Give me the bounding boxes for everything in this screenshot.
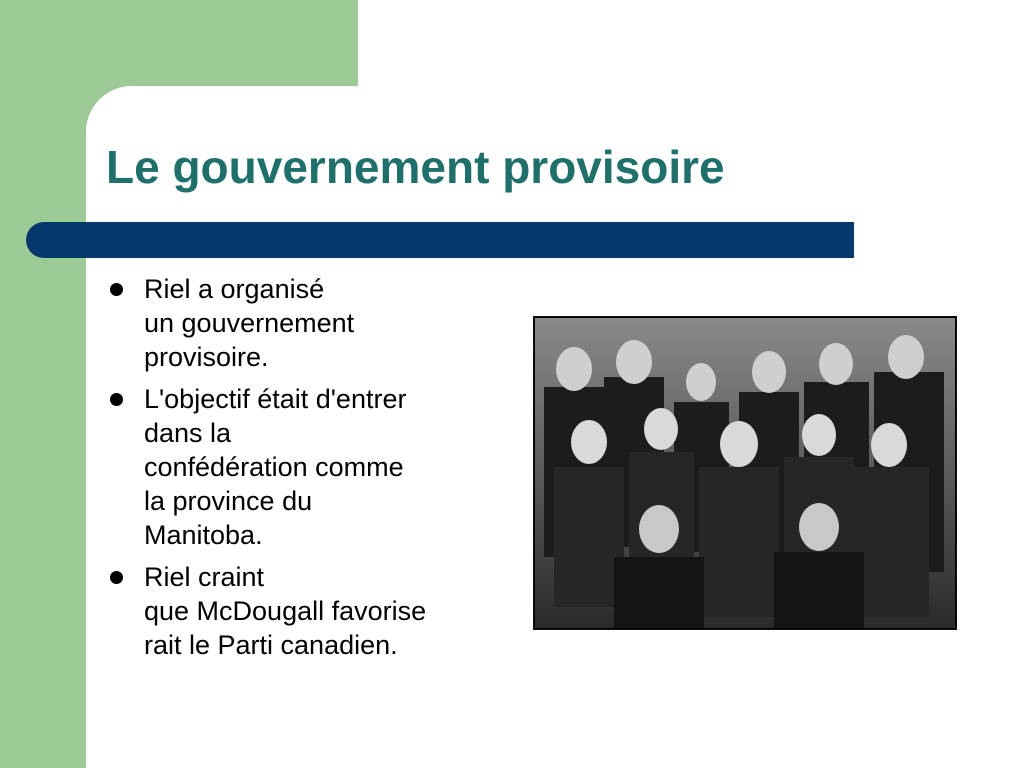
bullet-item [106,560,516,662]
title-underline-bar [26,222,854,258]
bullet-dot-icon [110,283,123,296]
photo-illustration [534,317,956,629]
bullet-list [106,272,516,670]
bullet-item [106,272,516,374]
bullet-dot-icon [110,571,123,584]
bullet-text-line: rait le Parti canadien. [144,630,398,660]
bullet-item [106,382,516,552]
slide-title: Le gouvernement provisoire [106,141,725,193]
bullet-text-line: Riel a organisé [144,274,325,304]
bullet-text-line: dans la [144,418,232,448]
bullet-text-line: confédération comme [144,452,404,482]
bullet-text-line: Manitoba. [144,520,263,550]
bullet-text-line: provisoire. [144,342,269,372]
bullet-dot-icon [110,393,123,406]
bullet-text-line: L'objectif était d'entrer [144,384,407,414]
group-portrait-photo [533,316,957,630]
bullet-text-line: un gouvernement [144,308,355,338]
bullet-text-line: la province du [144,486,313,516]
bullet-text-line: Riel craint [144,562,265,592]
bullet-text-line: que McDougall favorise [144,596,427,626]
